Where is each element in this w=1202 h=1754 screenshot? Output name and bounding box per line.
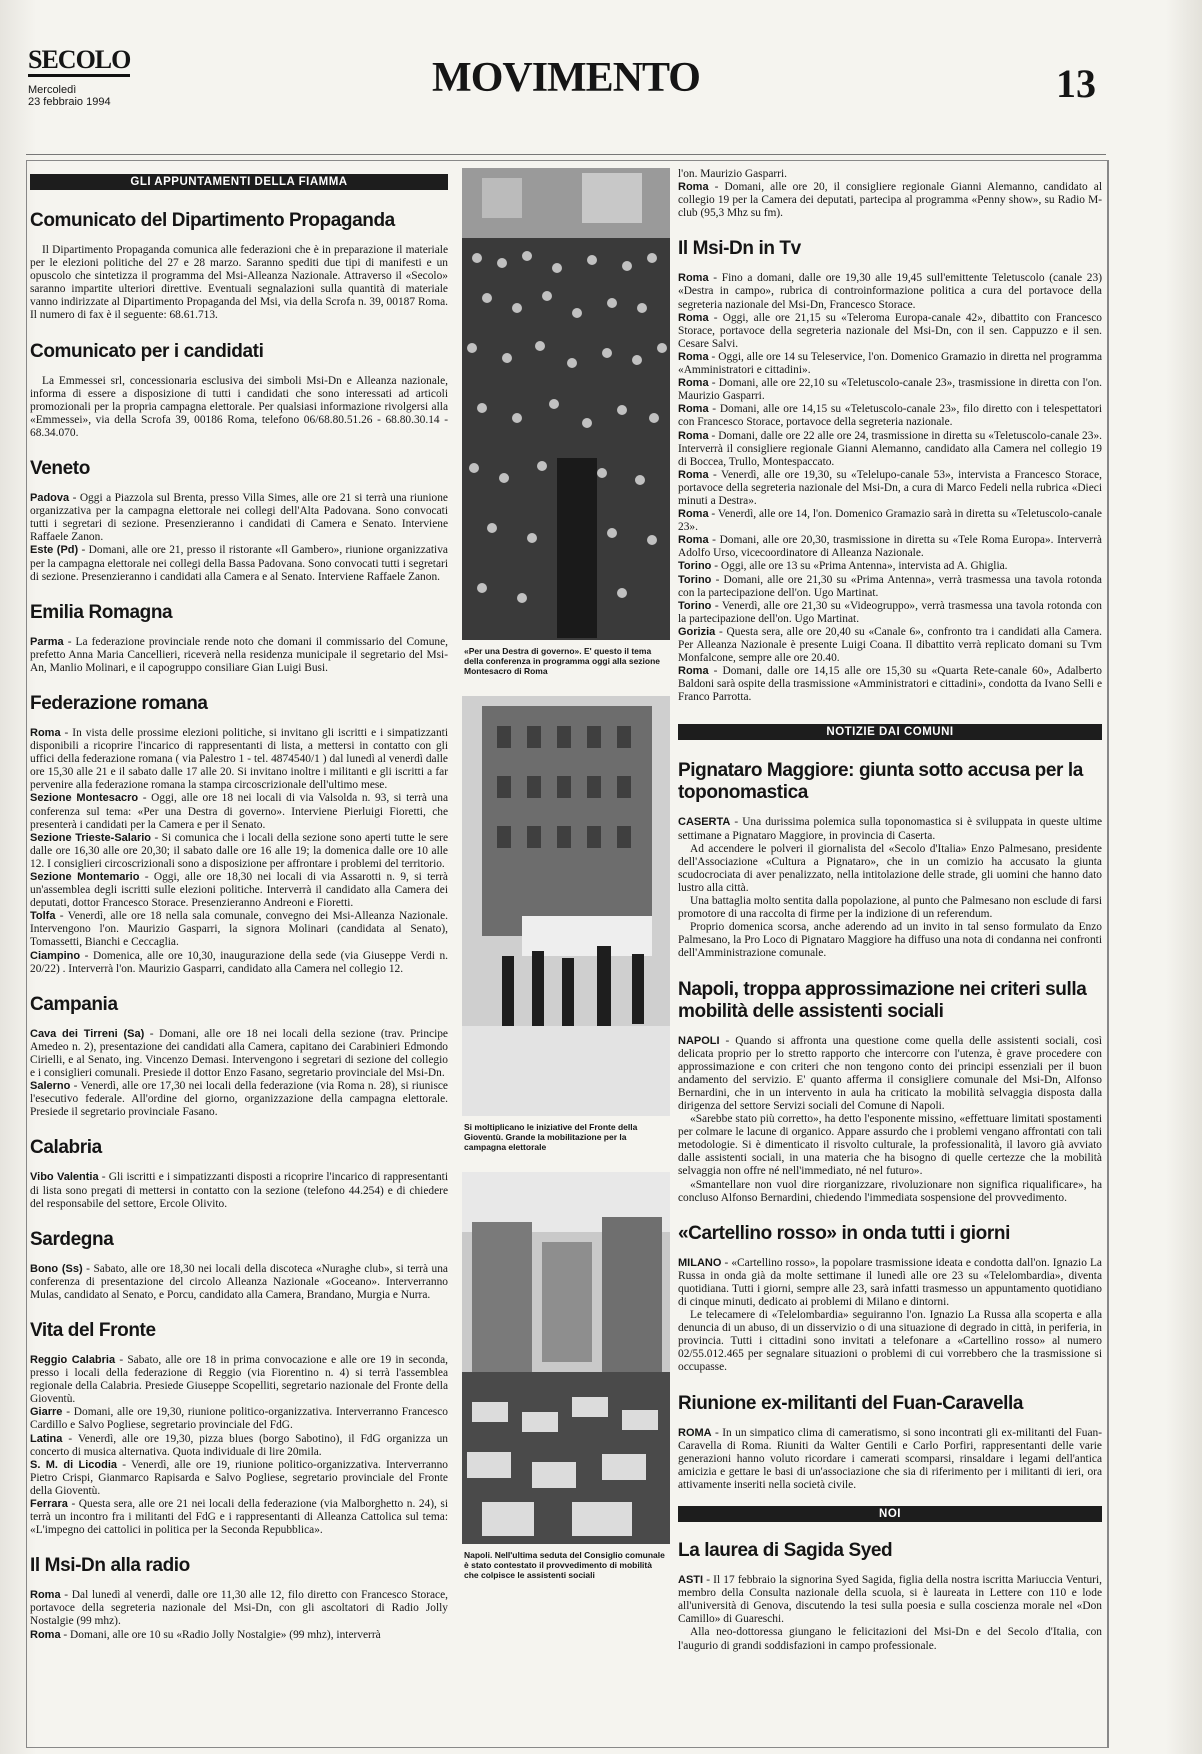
article-heading: Pignataro Maggiore: giunta sotto accusa per la toponomastica	[678, 760, 1083, 804]
paragraph-text: - Domani, alle ore 20,30, trasmissione in diretta su «Tele Roma Europa». Interverrà Adolfo Urso, vicecoordinatore di Alleanza Nazionale.	[678, 534, 1102, 560]
dateline: Vibo Valentia	[30, 1171, 99, 1184]
dateline: Sezione Montemario	[30, 871, 140, 883]
dateline: Tolfa	[30, 910, 56, 923]
dateline: Roma	[30, 1628, 61, 1641]
castle-photo-image	[462, 1172, 670, 1544]
article-heading: Comunicato del Dipartimento Propaganda	[30, 210, 395, 231]
paragraph	[30, 950, 448, 976]
dateline: CASERTA	[678, 816, 731, 829]
paragraph-text: - Domani, alle ore 18 nei locali della sezione (trav. Principe Amedeo n. 2), presentazione dei candidati alla Camera, capitano dei Carabinieri Edmondo Cirielli, e al Senato, ing. Vincenzo Demasi. Intervengono i segretari di sezione del collegio e i consiglieri comunali. Presiede il dottor Enzo Fasano, segretario provinciale del Msi-Dn.	[30, 1027, 448, 1080]
paragraph-text: - Una durissima polemica sulla toponomastica si è sviluppata in queste ultime settimane a Pignataro Maggiore, in provincia di Caserta.	[678, 816, 1102, 842]
paragraph-text: La Emmessei srl, concessionaria esclusiva dei simboli Msi-Dn e Alleanza nazionale, informa di essere a disposizione di tutti i candidati che sono interessati ad articoli promozionali per la propria campagna elettorale. Per qualsiasi informazione rivolgersi alla «Emmessei», via della Scrofa 39, 00186 Roma, telefono 06/68.80.51.26 - 68.80.30.14 - 68.34.070.	[30, 374, 448, 439]
dateline: Giarre	[30, 1406, 63, 1419]
paragraph-text: - Sabato, alle ore 18,30 nei locali della discoteca «Nuraghe club», si terrà una conferenza di presentazione del circolo Alleanza Nazionale «Goceano». Interverranno Mulas, candidato al Senato, e Porcu, candidato alla Camera, Brandano, Murgia e Nurra.	[30, 1262, 448, 1301]
paragraph	[30, 492, 448, 544]
paragraph-text: - Venerdì, alle ore 14, l'on. Domenico Gramazio sarà in diretta su «Teletuscolo-canale 23».	[678, 508, 1102, 534]
article-heading: Calabria	[30, 1137, 102, 1159]
dateline: Roma	[678, 534, 709, 547]
article-heading: Campania	[30, 993, 118, 1015]
paragraph	[30, 910, 448, 949]
article-heading: Il Msi-Dn alla radio	[30, 1555, 190, 1577]
paragraph	[678, 626, 1102, 665]
paragraph-text: - Oggi, alle ore 21,15 su «Teleroma Europa-canale 42», dibattito con Francesco Storace, portavoce della segreteria nazionale del Msi-Dn, con il sen. Cappuzzo e il sen. Cesare Salvi.	[678, 311, 1102, 350]
paragraph-text: - Domani, alle ore 20, il consigliere regionale Gianni Alemanno, candidato al collegio 19 per la Camera dei deputati, partecipa al programma «Penny show», su Radio M-club (95,3 Mhz su fm).	[678, 181, 1102, 220]
paragraph	[30, 636, 448, 675]
paragraph	[678, 1309, 1102, 1374]
article-heading: Napoli, troppa approssimazione nei criteri sulla mobilità delle assistenti sociali	[678, 978, 1087, 1022]
noi-banner: NOI	[678, 1506, 1102, 1522]
dateline: Latina	[30, 1432, 63, 1445]
paragraph-text: - Oggi a Piazzola sul Brenta, presso Villa Simes, alle ore 21 si terrà una riunione organizzativa per la campagna elettorale nei collegi dell'Alta Padovana. Sono convocati tutti i segretari di sezione. Presenzieranno i candidati di Camera e Senato. Interviene Raffaele Zanon.	[30, 492, 448, 544]
crowd-photo	[462, 168, 670, 640]
dateline: Padova	[30, 492, 70, 505]
paragraph	[678, 1626, 1102, 1652]
dateline: MILANO	[678, 1256, 722, 1269]
march-photo-image	[462, 696, 670, 1116]
dateline: Roma	[678, 665, 709, 678]
dateline: Roma	[678, 429, 709, 442]
paragraph	[30, 871, 448, 910]
paragraph	[678, 1035, 1102, 1114]
paragraph-text: - Fino a domani, dalle ore 19,30 alle 19,45 sull'emittente Teletuscolo (canale 23) «Destra in campo», rubrica di controinformazione politica a cura del portavoce della segreteria nazionale del Msi-Dn, Francesco Storace.	[678, 272, 1102, 311]
paragraph-text: - Sabato, alle ore 18 in prima convocazione e alle ore 19 in seconda, presso i locali della federazione di Reggio (via Fiorentino n. 4) si terrà l'assemblea regionale della Calabria. Presiede Giuseppe Scopelliti, segretario nazionale del Fronte della Gioventù.	[30, 1353, 448, 1406]
paragraph	[678, 377, 1102, 403]
paragraph	[678, 1257, 1102, 1309]
paragraph	[678, 574, 1102, 600]
paragraph	[678, 560, 1102, 573]
paragraph-text: - «Cartellino rosso», la popolare trasmissione ideata e condotta dall'on. Ignazio La Russa in onda già da molte settimane il lunedì alle ore 23 su «Telelombardia», diventa quotidiana. Tutti i giorni, sempre alle 23, sarà infatti trasmesso un appuntamento quotidiano di cinque minuti, dedicato ai problemi di Milano e dintorni.	[678, 1256, 1102, 1308]
paragraph	[678, 403, 1102, 429]
paragraph-text: Una battaglia molto sentita dalla popolazione, al punto che Palmesano non esclude di farsi promotore di una raccolta di firme per la indizione di un referendum.	[678, 895, 1102, 921]
newspaper-logo: SECOLO	[28, 46, 130, 74]
news-articles	[678, 760, 1102, 1492]
march-photo	[462, 696, 670, 1116]
photo-caption: Si moltiplicano le iniziative del Fronte della Gioventù. Grande la mobilitazione per la campagna elettorale	[464, 1122, 638, 1152]
paragraph-text: - Domani, alle ore 21,30 su «Prima Antenna», verrà trasmessa una tavola rotonda con la partecipazione dell'on. Ugo Martinat.	[678, 573, 1102, 599]
paragraph-text: «Sarebbe stato più corretto», ha detto l'esponente missino, «effettuare limitati spostamenti per colmare le lacune di organico. Appare assurdo che i problemi vengano affrontati con tali metodologie. Si è dimenticato il risvolto culturale, la professionalità, il lavoro già avviato dalle assistenti sociali, in una materia che ha bisogno di quelle certezze che la mobilità selvaggia non offre né nell'immediato, né nel futuro».	[678, 1113, 1102, 1178]
photo-column	[462, 168, 670, 1738]
paragraph	[678, 272, 1102, 311]
paragraph-text: - La federazione provinciale rende noto che domani il commissario del Comune, prefetto Anna Maria Cancellieri, riceverà nella residenza municipale il segretario del Msi-An, Manlio Molinari, e il capogruppo consiliare Gian Luigi Busi.	[30, 635, 448, 674]
paragraph-text: Proprio domenica scorsa, anche aderendo ad un invito in tal senso formulato da Enzo Palmesano, la Pro Loco di Pignataro Maggiore ha diffuso una nota di condanna nei confronti dell'Amministrazione comunale.	[678, 921, 1102, 960]
dateline: Roma	[678, 272, 709, 285]
paragraph-text: - Venerdì, alle ore 17,30 nei locali della federazione (via Roma n. 28), si riunisce l'esecutivo federale. All'ordine del giorno, organizzazione della campagna elettorale. Presiede il segretario provinciale Fasano.	[30, 1080, 448, 1119]
paragraph	[678, 921, 1102, 960]
paragraph-text: - Venerdì, alle ore 21,30 su «Videogruppo», verrà trasmessa una tavola rotonda con la partecipazione dell'on. Ugo Martinat.	[678, 599, 1102, 625]
dateline: Roma	[678, 377, 709, 390]
paragraph	[678, 508, 1102, 534]
dateline: Roma	[678, 468, 709, 481]
paragraph-text: - Venerdì, alle ore 19, riunione politico-organizzativa. Interverranno Pietro Crispi, Gianmarco Rapisarda e Salvo Pogliese, segretario provinciale del Fronte della Gioventù.	[30, 1458, 448, 1497]
paragraph-text: - Oggi, alle ore 13 su «Prima Antenna», intervista ad A. Ghiglia.	[711, 560, 1008, 573]
paragraph-text: Ad accendere le polveri il giornalista del «Secolo d'Italia» Enzo Palmesano, presidente dell'Associazione «Cultura a Pignataro», che in un comizio ha accusato la giunta scudocrociata di aver penalizzato, nella intitolazione delle strade, gli uomini che hanno dato lustro alla città.	[678, 842, 1102, 894]
paragraph	[678, 600, 1102, 626]
tv-listings	[678, 272, 1102, 704]
paragraph-text: - Si comunica che i locali della sezione sono aperti tutte le sere dalle ore 16,30 alle ore 20,30; il sabato dalle ore 16 alle 19; la domenica dalle ore 10 alle 12. I consiglieri circoscrizionali sono a disposizione per affrontare i problemi del territorio.	[30, 831, 448, 870]
photo-caption: «Per una Destra di governo». E' questo il tema della conferenza in programma oggi alla sezione Montesacro di Roma	[464, 646, 661, 676]
paragraph	[678, 351, 1102, 377]
dateline: Torino	[678, 573, 712, 586]
paragraph	[678, 843, 1102, 895]
paragraph-text: - Dal lunedì al venerdì, dalle ore 11,30 alle 12, filo diretto con Francesco Storace, portavoce della segreteria nazionale del Msi-Dn, con gli ascoltatori di Radio Jolly Nostalgie (99 mhz).	[30, 1589, 448, 1628]
paragraph-text: - Domani, alle ore 19,30, riunione politico-organizzativa. Interverranno Francesco Cardillo e Salvo Pogliese, segretario provinciale del FdG.	[30, 1406, 448, 1432]
photo-caption: Napoli. Nell'ultima seduta del Consiglio comunale è stato contestato il provvedimento di mobilità che colpisce le assistenti sociali	[464, 1550, 665, 1580]
paragraph	[30, 544, 448, 583]
noi-article	[678, 1574, 1102, 1653]
dateline: S. M. di Licodia	[30, 1458, 118, 1471]
paragraph	[678, 430, 1102, 469]
paragraph	[30, 1263, 448, 1302]
dateline: ROMA	[678, 1426, 712, 1439]
paragraph	[678, 168, 1102, 181]
paragraph	[30, 1459, 448, 1498]
paragraph-text: - Questa sera, alle ore 21 nei locali della federazione (via Malborghetto n. 24), si terrà un incontro fra i militanti del FdG e i rappresentanti di Alleanza Cattolica sul tema: «L'impegno dei cattolici in politica per la Seconda Repubblica».	[30, 1498, 448, 1537]
paragraph	[30, 1406, 448, 1432]
paragraph	[678, 816, 1102, 842]
paragraph-text: - Domani, dalle ore 22 alle ore 24, trasmissione in diretta su «Teletuscolo-canale 23». Interverrà il consigliere regionale Gianni Alemanno, candidato alla Camera nel collegio 19 di Boccea, Trullo, Montespaccato.	[678, 429, 1102, 468]
appointments-banner: GLI APPUNTAMENTI DELLA FIAMMA	[30, 174, 448, 190]
paragraph-text: - In un simpatico clima di cameratismo, si sono incontrati gli ex-militanti del Fuan-Caravella di Roma. Riuniti da Walter Gentili e Carlo Porfiri, rappresentanti delle varie generazioni hanno voluto ricordare i camerati scomparsi, rinsaldare i legami dell'antica amicizia e gettare le basi di un'associazione che sia di riferimento per i militanti di ieri, ora attivamente inseriti nella società civile.	[678, 1426, 1102, 1491]
paragraph-text: - Oggi, alle ore 14 su Teleservice, l'on. Domenico Gramazio in diretta nel programma «Amministratori e cittadini».	[678, 350, 1102, 377]
tv-heading: Il Msi-Dn in Tv	[678, 238, 801, 260]
paragraph-text: - Oggi, alle ore 18,30 nei locali di via Assarotti n. 9, si terrà un'assemblea degli iscritti sulle elezioni politiche. Interverrà il candidato alla Camera dei deputati, dottor Francesco Storace. Presenzieranno Andreoni e Fioretti.	[30, 871, 448, 910]
dateline: Roma	[678, 403, 709, 416]
media-news-column	[678, 168, 1102, 1738]
dateline: Torino	[678, 599, 712, 612]
dateline: Roma	[678, 311, 709, 324]
page-number: 13	[1056, 61, 1096, 106]
paragraph-text: Alla neo-dottoressa giungano le felicitazioni del Msi-Dn e del Secolo d'Italia, con l'augurio di grandi soddisfazioni in campo professionale.	[678, 1626, 1102, 1652]
paragraph	[678, 312, 1102, 351]
masthead	[26, 40, 1106, 120]
paragraph	[30, 1629, 448, 1642]
paragraph-text: - Domani, dalle ore 14,15 alle ore 15,30 su «Quarta Rete-canale 60», Adalberto Baldoni sarà ospite della trasmissione «Amministratori e cittadini», condotta da Ivano Selli e Franco Parrotta.	[678, 665, 1102, 704]
paragraph	[678, 895, 1102, 921]
article-heading: Veneto	[30, 458, 90, 480]
paragraph-text: - Gli iscritti e i simpatizzanti disposti a ricoprire l'incarico di rappresentanti di lista sono pregati di mettersi in contatto con la sezione (telefono 44.254) e di chiedere del responsabile del settore, Ercole Olivito.	[30, 1171, 448, 1210]
issue-date: Mercoledì 23 febbraio 1994	[28, 84, 111, 108]
section-title: MOVIMENTO	[432, 55, 700, 101]
paragraph	[678, 534, 1102, 560]
paragraph-text: - Domenica, alle ore 10,30, inaugurazione della sede (via Giuseppe Verdi n. 20/22) . Interverrà l'on. Maurizio Gasparri, candidato alla Camera nel collegio 12.	[30, 949, 448, 975]
dateline: Reggio Calabria	[30, 1353, 116, 1366]
paragraph-text: - Domani, alle ore 10 su «Radio Jolly Nostalgie» (99 mhz), interverrà	[60, 1628, 381, 1641]
news-banner: NOTIZIE DAI COMUNI	[678, 724, 1102, 740]
paragraph	[30, 1080, 448, 1119]
noi-heading: La laurea di Sagida Syed	[678, 1540, 893, 1562]
radio-continuation	[678, 168, 1102, 220]
dateline: Gorizia	[678, 625, 716, 638]
paragraph-text: - Domani, alle ore 14,15 su «Teletuscolo-canale 23», filo diretto con i telespettatori con Francesco Storace, portavoce della segreteria nazionale.	[678, 403, 1102, 429]
appointments-articles	[30, 210, 448, 1642]
dateline: Sezione Montesacro	[30, 792, 139, 805]
dateline: Ciampino	[30, 949, 81, 962]
paragraph	[30, 1433, 448, 1459]
masthead-rule	[26, 154, 1106, 155]
dateline: Parma	[30, 635, 64, 648]
castle-photo	[462, 1172, 670, 1544]
dateline: Roma	[678, 350, 709, 363]
paragraph-text: - Venerdì, alle ore 18 nella sala comunale, convegno dei Msi-Alleanza Nazionale. Intervengono l'on. Maurizio Gasparri, la signora Molinari (candidata al Senato), Tomassetti, Bianchi e Ceccaglia.	[30, 910, 448, 949]
dateline: Torino	[678, 560, 712, 573]
paragraph-text: l'on. Maurizio Gasparri.	[678, 168, 787, 180]
dateline: Roma	[678, 508, 709, 521]
paragraph	[30, 1028, 448, 1080]
dateline: Roma	[678, 181, 709, 194]
paragraph	[30, 375, 448, 440]
dateline: Salerno	[30, 1080, 71, 1093]
paragraph	[30, 832, 448, 871]
crowd-photo-image	[462, 168, 670, 640]
paragraph-text: Il Dipartimento Propaganda comunica alle federazioni che è in preparazione il materiale per le elezioni politiche del 27 e 28 marzo. Saranno spediti due tipi di manifesti e un opuscolo che sintetizza il programma del Msi-Alleanza Nazionale. Attraverso il «Secolo» saranno impartite ulteriori direttive. Eventuali segnalazioni sulla quantità di materiale vanno indirizzate al Dipartimento Propaganda del Msi, via della Scrofa n. 39, 00187 Roma. Il numero di fax è il seguente: 68.61.713.	[30, 244, 448, 322]
paragraph-text: Le telecamere di «Telelombardia» seguiranno l'on. Ignazio La Russa alla scoperta e alla denuncia di un abuso, di un disservizio o di una situazione di degrado in città, in periferia, in provincia. Tutti i cittadini sono invitati a telefonare a «Cartellino rosso» al numero 02/55.012.465 per segnalare situazioni o problemi di cui vorrebbero che la trasmissione si occupasse.	[678, 1309, 1102, 1374]
dateline: Cava dei Tirreni (Sa)	[30, 1027, 145, 1040]
paragraph	[678, 469, 1102, 508]
dateline: Roma	[30, 1589, 61, 1602]
paragraph	[30, 1171, 448, 1210]
appointments-column	[30, 168, 448, 1738]
paragraph	[678, 665, 1102, 704]
paragraph	[678, 1574, 1102, 1626]
paragraph	[30, 1498, 448, 1537]
dateline: Ferrara	[30, 1498, 68, 1510]
paragraph-text: - Questa sera, alle ore 20,40 su «Canale 6», confronto tra i candidati alla Camera. Per Alleanza Nazionale è presente Luigi Coana. Il dibattito verrà replicato domani su Tvm Monfalcone, sempre alle ore 20.40.	[678, 625, 1102, 665]
paragraph	[30, 244, 448, 323]
article-heading: Comunicato per i candidati	[30, 340, 264, 362]
paragraph-text: - Oggi, alle ore 18 nei locali di via Valsolda n. 93, si terrà una conferenza sul tema: «Per una Destra di governo». Interviene Pierluigi Fioretti, che presenterà i candidati per la Camera e per il Senato.	[30, 792, 448, 831]
paragraph-text: - Domani, alle ore 22,10 su «Teletuscolo-canale 23», trasmissione in diretta con l'on. Maurizio Gasparri.	[678, 377, 1102, 403]
article-heading: «Cartellino rosso» in onda tutti i giorni	[678, 1222, 1010, 1244]
article-heading: Riunione ex-militanti del Fuan-Caravella	[678, 1392, 1024, 1414]
dateline: Este (Pd)	[30, 544, 79, 557]
paragraph	[30, 1354, 448, 1406]
paragraph-text: - Venerdì, alle ore 19,30, pizza blues (borgo Sabotino), il FdG organizza un concerto di musica alternativa. Quota individuale di lire 20mila.	[30, 1432, 448, 1458]
article-heading: Federazione romana	[30, 692, 208, 714]
article-heading: Sardegna	[30, 1228, 114, 1250]
paragraph-text: - In vista delle prossime elezioni politiche, si invitano gli iscritti e i simpatizzanti disponibili a ricoprire l'incarico di rappresentanti di lista, a mettersi in contatto con gli uffici della federazione romana ( via Palestro 1 - tel. 4874540/1 ) dal lunedì al venerdì dalle ore 15,30 alle 21 e il sabato dalle 17 alle 20. Si invitano inoltre i militanti e gli iscritti a far pervenire alla federazione romana la stampa circoscrizionale dell'ultimo mese.	[30, 726, 448, 792]
dateline: NAPOLI	[678, 1034, 720, 1047]
paragraph-text: - Venerdì, alle ore 19,30, su «Telelupo-canale 53», intervista a Francesco Storace, portavoce della segreteria nazionale del Msi-Dn, a cura di Marco Fedeli nella rubrica «Dieci minuti a Destra».	[678, 468, 1102, 507]
paragraph-text: «Smantellare non vuol dire riorganizzare, rivoluzionare non significa riqualificare», ha concluso Alfonso Bernardini, chiedendo l'immediata sospensione del provvedimento.	[678, 1178, 1102, 1204]
paragraph-text: - Domani, alle ore 21, presso il ristorante «Il Gambero», riunione organizzativa per la campagna elettorale nei collegi della Bassa Padovana. Sono convocati tutti i segretari di sezione. Presenzieranno i candidati alla Camera e al Senato. Interviene Raffaele Zanon.	[30, 544, 448, 583]
article-heading: Vita del Fronte	[30, 1319, 156, 1341]
dateline: Sezione Trieste-Salario	[30, 831, 152, 844]
paragraph	[30, 1589, 448, 1628]
paragraph	[678, 181, 1102, 220]
dateline: ASTI	[678, 1574, 704, 1587]
dateline: Roma	[30, 726, 61, 739]
paragraph-text: - Quando si affronta una questione come quella delle assistenti sociali, così delicata proprio per lo stretto rapporto che intercorre con l'utenza, è grave procedere con approssimazione e con criteri che non tengono conto dei principi essenziali per il buon andamento del servizio. E' quanto afferma il consigliere comunale del Msi-Dn, Alfonso Bernardini, che in un intervento in aula ha criticato la mobilità selvaggia disposta dalla dirigenza del settore Servizi sociali del Comune di Napoli.	[678, 1034, 1102, 1112]
article-heading: Emilia Romagna	[30, 601, 173, 623]
paragraph	[30, 792, 448, 831]
dateline: Bono (Ss)	[30, 1262, 83, 1275]
paragraph-text: - Il 17 febbraio la signorina Syed Sagida, figlia della nostra iscritta Mariuccia Venturi, membro della Consulta nazionale della scuola, si è laureata in Lettere con 110 e lode all'università di Genova, discutendo la tesi sulla poesia e sulla coscienza morale nel «Don Camillo» di Guareschi.	[678, 1574, 1102, 1626]
paragraph	[678, 1113, 1102, 1178]
paragraph	[678, 1179, 1102, 1205]
paragraph	[678, 1427, 1102, 1492]
paragraph	[30, 727, 448, 792]
